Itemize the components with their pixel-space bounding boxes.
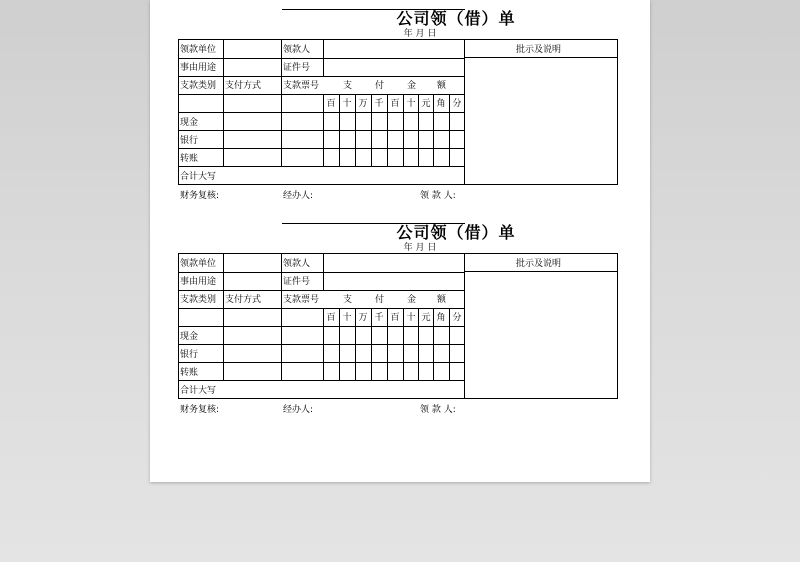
digit-bai: 百	[326, 313, 336, 323]
voucher-no-label: 支款票号	[283, 295, 320, 305]
digit-bai-2: 百	[390, 99, 400, 109]
total-caps-label: 合计大写	[180, 172, 217, 182]
voucher-no-label: 支款票号	[283, 81, 320, 91]
paper-sheet	[150, 0, 650, 482]
date-label: 年 月 日	[403, 29, 437, 39]
digit-shi-2: 十	[406, 313, 416, 323]
transfer-label: 转账	[180, 154, 199, 164]
digit-jiao: 角	[436, 99, 446, 109]
digit-qian: 千	[374, 313, 384, 323]
cash-label: 现金	[180, 332, 199, 342]
digit-yuan: 元	[421, 99, 431, 109]
receiver-label: 领 款 人:	[420, 405, 456, 415]
total-caps-label: 合计大写	[180, 386, 217, 396]
handler-label: 经办人:	[283, 191, 314, 201]
form-title: 公司领（借）单	[396, 223, 516, 242]
digit-wan: 万	[358, 313, 368, 323]
expense-type-label: 支款类别	[180, 295, 217, 305]
form-title: 公司领（借）单	[396, 9, 516, 28]
digit-shi-2: 十	[406, 99, 416, 109]
date-label: 年 月 日	[403, 243, 437, 253]
digit-jiao: 角	[436, 313, 446, 323]
digit-fen: 分	[452, 99, 462, 109]
bank-label: 银行	[180, 136, 199, 146]
approval-box	[464, 253, 618, 399]
bank-label: 银行	[180, 350, 199, 360]
digit-qian: 千	[374, 99, 384, 109]
id-number-label: 证件号	[283, 63, 311, 73]
payee-unit-label: 领款单位	[180, 45, 217, 55]
purpose-label: 事由用途	[180, 277, 217, 287]
payee-label: 领款人	[283, 259, 311, 269]
transfer-label: 转账	[180, 368, 199, 378]
expense-type-label: 支款类别	[180, 81, 217, 91]
digit-wan: 万	[358, 99, 368, 109]
requisition-form-2: 公司领（借）单 年 月 日 领款单位 领款人 批示及说明 事由用途 证件号 支款类别 支付方式 支款票号 支 付 金 额 百 十 万 千 百 十 元 角 分 现金 银行 转账 合计大写 财务复核: 经办人: 领 款 人:	[150, 214, 650, 419]
pay-method-label: 支付方式	[225, 295, 262, 305]
receiver-label: 领 款 人:	[420, 191, 456, 201]
digit-yuan: 元	[421, 313, 431, 323]
digit-bai: 百	[326, 99, 336, 109]
digit-bai-2: 百	[390, 313, 400, 323]
digit-fen: 分	[452, 313, 462, 323]
finance-review-label: 财务复核:	[180, 405, 220, 415]
finance-review-label: 财务复核:	[180, 191, 220, 201]
cash-label: 现金	[180, 118, 199, 128]
digit-shi: 十	[342, 99, 352, 109]
digit-shi: 十	[342, 313, 352, 323]
pay-method-label: 支付方式	[225, 81, 262, 91]
approval-label: 批示及说明	[516, 259, 562, 269]
purpose-label: 事由用途	[180, 63, 217, 73]
payee-unit-label: 领款单位	[180, 259, 217, 269]
approval-box	[464, 39, 618, 185]
id-number-label: 证件号	[283, 277, 311, 287]
handler-label: 经办人:	[283, 405, 314, 415]
requisition-form-1: 公司领（借）单 年 月 日 领款单位 领款人 批示及说明 事由用途 证件号 支款类别 支付方式 支款票号 支 付 金 额 百 十 万 千 百 十 元 角 分 现金 银行 转账 合计大写 财务复核: 经办人: 领 款 人:	[150, 0, 650, 205]
payee-label: 领款人	[283, 45, 311, 55]
approval-label: 批示及说明	[516, 45, 562, 55]
